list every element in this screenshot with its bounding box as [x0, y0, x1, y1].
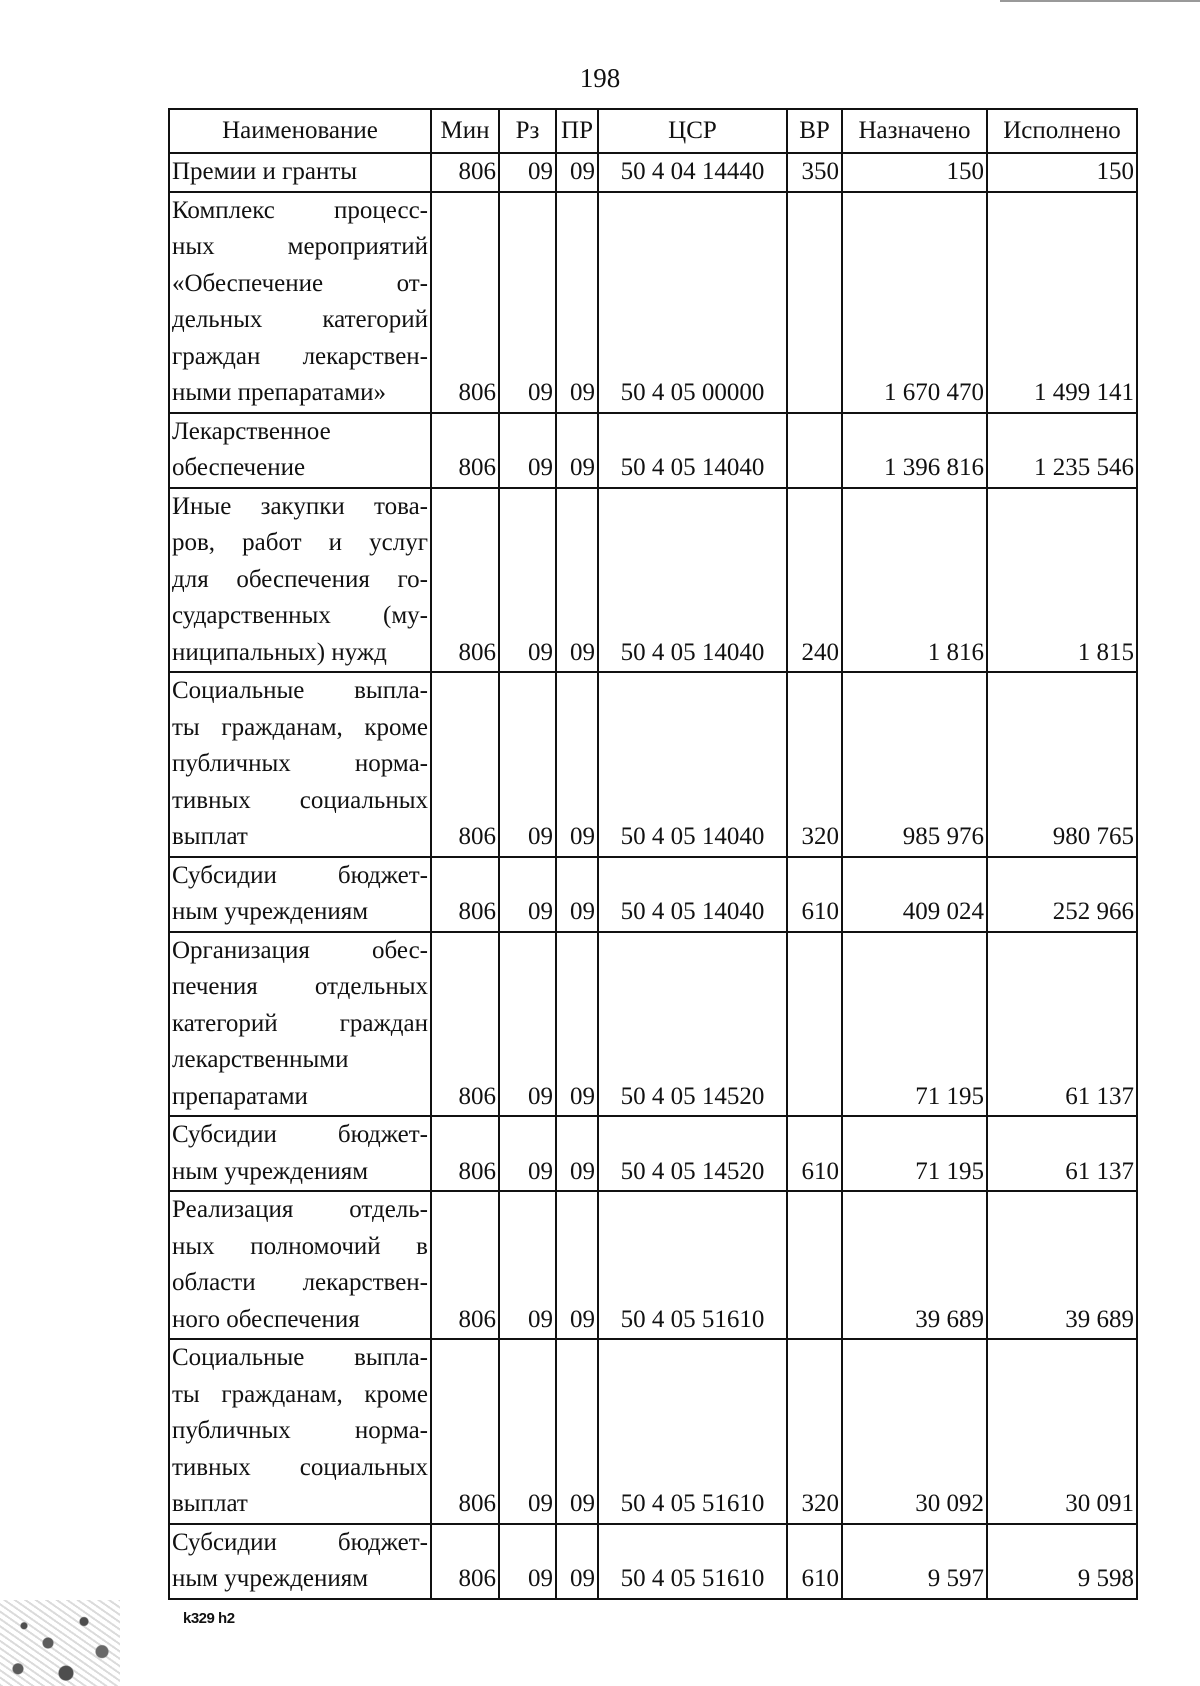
name-line: ного обеспечения	[172, 1305, 360, 1333]
cell-csr: 50 4 05 51610	[598, 1191, 787, 1339]
cell-csr: 50 4 05 51610	[598, 1339, 787, 1524]
cell-vr: 610	[787, 857, 842, 932]
cell-name	[169, 1524, 431, 1599]
cell-rz: 09	[499, 857, 556, 932]
name-line: выплат	[172, 823, 248, 850]
cell-rz: 09	[499, 1524, 556, 1599]
name-line: Лекарственное	[172, 417, 331, 445]
table-row	[169, 1524, 1137, 1599]
name-line: препаратами	[172, 1082, 308, 1110]
cell-csr: 50 4 05 14040	[598, 672, 787, 857]
header-vr: ВР	[787, 109, 842, 153]
header-min: Мин	[431, 109, 499, 153]
name-line: ниципальных) нужд	[172, 638, 387, 666]
cell-assigned: 409 024	[842, 857, 987, 932]
table-row	[169, 153, 1137, 192]
cell-rz: 09	[499, 488, 556, 673]
cell-min: 806	[431, 192, 499, 413]
cell-assigned: 150	[842, 153, 987, 192]
cell-pr: 09	[556, 488, 598, 673]
cell-vr: 320	[787, 672, 842, 857]
name-line: категорий граждан	[172, 1009, 428, 1037]
cell-assigned: 9 597	[842, 1524, 987, 1599]
cell-rz: 09	[499, 1339, 556, 1524]
cell-executed: 61 137	[987, 1116, 1137, 1191]
table-row	[169, 1191, 1137, 1339]
header-csr: ЦСР	[598, 109, 787, 153]
cell-name	[169, 1191, 431, 1339]
cell-csr: 50 4 05 51610	[598, 1524, 787, 1599]
cell-assigned: 71 195	[842, 1116, 987, 1191]
name-line: публичных норма-	[172, 1417, 428, 1444]
cell-rz: 09	[499, 153, 556, 192]
cell-csr: 50 4 05 14040	[598, 488, 787, 673]
name-line: Социальные выпла-	[172, 1344, 428, 1371]
name-line: Социальные выпла-	[172, 677, 428, 704]
cell-executed: 9 598	[987, 1524, 1137, 1599]
cell-pr: 09	[556, 1191, 598, 1339]
name-line: печения отдельных	[172, 973, 428, 1000]
name-line: ров, работ и услуг	[172, 529, 428, 556]
cell-min: 806	[431, 672, 499, 857]
budget-table	[168, 108, 1138, 1600]
cell-assigned: 39 689	[842, 1191, 987, 1339]
table-row	[169, 488, 1137, 673]
name-line: выплат	[172, 1490, 248, 1517]
cell-csr: 50 4 04 14440	[598, 153, 787, 192]
name-line: Субсидии бюджет-	[172, 861, 428, 889]
cell-pr: 09	[556, 192, 598, 413]
cell-vr: 350	[787, 153, 842, 192]
name-line: Субсидии бюджет-	[172, 1121, 428, 1148]
name-line: «Обеспечение от-	[172, 269, 428, 297]
cell-min: 806	[431, 1339, 499, 1524]
page-number: 198	[579, 63, 621, 93]
table-row	[169, 932, 1137, 1117]
cell-rz: 09	[499, 1191, 556, 1339]
cell-executed: 30 091	[987, 1339, 1137, 1524]
scan-artifact	[0, 1600, 120, 1686]
cell-pr: 09	[556, 857, 598, 932]
name-line: ты гражданам, кроме	[172, 1380, 428, 1408]
table-row	[169, 1116, 1137, 1191]
cell-executed: 1 235 546	[987, 413, 1137, 488]
cell-executed: 1 815	[987, 488, 1137, 673]
name-line: Организация обес-	[172, 936, 428, 964]
name-line: тивных социальных	[172, 786, 428, 814]
cell-min: 806	[431, 1191, 499, 1339]
cell-vr: 610	[787, 1116, 842, 1191]
cell-executed: 39 689	[987, 1191, 1137, 1339]
cell-name	[169, 1116, 431, 1191]
table-body	[169, 153, 1137, 1599]
name-line: ным учреждениям	[172, 898, 369, 925]
cell-vr: 610	[787, 1524, 842, 1599]
cell-csr: 50 4 05 00000	[598, 192, 787, 413]
cell-name	[169, 413, 431, 488]
cell-rz: 09	[499, 932, 556, 1117]
cell-name	[169, 192, 431, 413]
cell-rz: 09	[499, 192, 556, 413]
cell-csr: 50 4 05 14040	[598, 857, 787, 932]
cell-csr: 50 4 05 14520	[598, 1116, 787, 1191]
footer-code: k329 h2	[183, 1610, 235, 1627]
name-line: граждан лекарствен-	[172, 342, 428, 370]
name-line: обеспечение	[172, 454, 306, 481]
header-name: Наименование	[169, 109, 431, 153]
cell-rz: 09	[499, 672, 556, 857]
name-line: Премии и гранты	[172, 158, 358, 185]
cell-pr: 09	[556, 413, 598, 488]
table-row	[169, 1339, 1137, 1524]
table-row	[169, 192, 1137, 413]
name-line: ным учреждениям	[172, 1565, 369, 1592]
name-line: Комплекс процесс-	[172, 196, 428, 224]
cell-vr	[787, 192, 842, 413]
name-line: тивных социальных	[172, 1453, 428, 1481]
cell-executed: 980 765	[987, 672, 1137, 857]
cell-pr: 09	[556, 153, 598, 192]
cell-name	[169, 672, 431, 857]
name-line: сударственных (му-	[172, 602, 428, 629]
cell-vr	[787, 413, 842, 488]
header-row	[169, 109, 1137, 153]
cell-executed: 252 966	[987, 857, 1137, 932]
cell-min: 806	[431, 153, 499, 192]
cell-min: 806	[431, 857, 499, 932]
cell-name	[169, 932, 431, 1117]
cell-name	[169, 857, 431, 932]
cell-pr: 09	[556, 1524, 598, 1599]
table-row	[169, 672, 1137, 857]
name-line: дельных категорий	[172, 306, 428, 333]
cell-assigned: 985 976	[842, 672, 987, 857]
cell-rz: 09	[499, 413, 556, 488]
header-assigned: Назначено	[842, 109, 987, 153]
cell-pr: 09	[556, 1116, 598, 1191]
cell-vr	[787, 1191, 842, 1339]
name-line: области лекарствен-	[172, 1269, 428, 1296]
cell-assigned: 1 396 816	[842, 413, 987, 488]
cell-csr: 50 4 05 14040	[598, 413, 787, 488]
cell-assigned: 1 670 470	[842, 192, 987, 413]
header-rz: Рз	[499, 109, 556, 153]
cell-min: 806	[431, 1116, 499, 1191]
cell-vr: 320	[787, 1339, 842, 1524]
name-line: ты гражданам, кроме	[172, 713, 428, 741]
name-line: Реализация отдель-	[172, 1196, 428, 1223]
table-row	[169, 857, 1137, 932]
name-line: ных полномочий в	[172, 1232, 428, 1260]
cell-csr: 50 4 05 14520	[598, 932, 787, 1117]
table-header	[169, 109, 1137, 153]
header-executed: Исполнено	[987, 109, 1137, 153]
cell-assigned: 1 816	[842, 488, 987, 673]
header-pr: ПР	[556, 109, 598, 153]
scan-edge-line	[1000, 0, 1200, 2]
name-line: Субсидии бюджет-	[172, 1528, 428, 1556]
name-line: ными препаратами»	[172, 379, 387, 406]
name-line: лекарственными	[172, 1046, 349, 1073]
cell-min: 806	[431, 413, 499, 488]
cell-executed: 150	[987, 153, 1137, 192]
cell-pr: 09	[556, 1339, 598, 1524]
cell-name	[169, 488, 431, 673]
cell-name	[169, 153, 431, 192]
cell-pr: 09	[556, 672, 598, 857]
cell-min: 806	[431, 488, 499, 673]
cell-min: 806	[431, 932, 499, 1117]
cell-assigned: 30 092	[842, 1339, 987, 1524]
name-line: Иные закупки това-	[172, 492, 428, 520]
cell-name	[169, 1339, 431, 1524]
name-line: ным учреждениям	[172, 1157, 369, 1185]
cell-vr	[787, 932, 842, 1117]
cell-pr: 09	[556, 932, 598, 1117]
cell-executed: 1 499 141	[987, 192, 1137, 413]
cell-min: 806	[431, 1524, 499, 1599]
table-row	[169, 413, 1137, 488]
cell-vr: 240	[787, 488, 842, 673]
name-line: ных мероприятий	[172, 233, 428, 260]
name-line: для обеспечения го-	[172, 565, 428, 593]
cell-rz: 09	[499, 1116, 556, 1191]
cell-assigned: 71 195	[842, 932, 987, 1117]
cell-executed: 61 137	[987, 932, 1137, 1117]
name-line: публичных норма-	[172, 750, 428, 777]
